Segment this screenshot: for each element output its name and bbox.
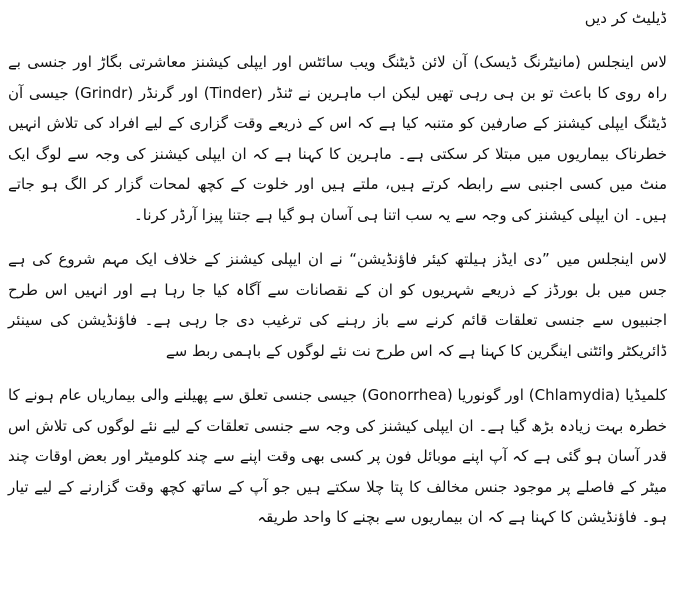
article-paragraph: ڈیلیٹ کر دیں <box>584 8 667 27</box>
article-paragraph: لاس اینجلس (مانیٹرنگ ڈیسک) آن لائن ڈیٹنگ ویب سائٹس اور ایپلی کیشنز معاشرتی بگاڑ اور جنسی بے راہ روی کا باعث تو بن ہی رہی تھیں لیکن اب ماہرین نے ٹنڈر (Tinder) اور گرنڈر (Grindr) جیسی آن ڈیٹنگ ایپلی کیشنز کے صارفین کو متنبہ کیا ہے کہ اس کے ذریعے وقت گزاری کے لیے افراد کی تلاش انہیں خطرناک بیماریوں میں مبتلا کر سکتی ہے۔ ماہرین کا کہنا ہے کہ ان ایپلی کیشنز کی وجہ سے لوگ ایک منٹ میں کسی اجنبی سے رابطہ کرتے ہیں، ملتے ہیں اور خلوت کے کچھ لمحات گزار کر الگ ہو جاتے ہیں۔ ان ایپلی کیشنز کی وجہ سے یہ سب اتنا ہی آسان ہو گیا ہے جتنا پیزا آرڈر کرنا۔ <box>8 53 667 224</box>
article-paragraph: لاس اینجلس میں ”دی ایڈز ہیلتھ کیئر فاؤنڈیشن“ نے ان ایپلی کیشنز کے خلاف ایک مہم شروع کی ہے جس میں بل بورڈز کے ذریعے شہریوں کو ان کے نقصانات سے آگاہ کیا جا رہا ہے اور انہیں اس طرح اجنبیوں سے جنسی تعلقات قائم کرنے سے باز رہنے کی ترغیب دی جا رہی ہے۔ فاؤنڈیشن کی سینئر ڈائریکٹر وائٹنی اینگرین کا کہنا ہے کہ اس طرح نت نئے لوگوں کے باہمی ربط سے <box>8 250 667 360</box>
article-paragraph: کلمیڈیا (Chlamydia) اور گونوریا (Gonorrhea) جیسی جنسی تعلق سے پھیلنے والی بیماریاں عام ہونے کا خطرہ بہت زیادہ بڑھ گیا ہے۔ ان ایپلی کیشنز کی وجہ سے جنسی تعلقات کے لیے نئے لوگوں کی تلاش اس قدر آسان ہو گئی ہے کہ آپ اپنے موبائل فون پر کسی بھی وقت اپنے سے چند کلومیٹر اور بعض اوقات چند میٹر کے فاصلے پر موجود جنس مخالف کا پتا چلا سکتے ہیں جو آپ کے ساتھ کچھ وقت گزارنے کے لیے تیار ہو۔ فاؤنڈیشن کا کہنا ہے کہ ان بیماریوں سے بچنے کا واحد طریقہ <box>8 386 668 526</box>
